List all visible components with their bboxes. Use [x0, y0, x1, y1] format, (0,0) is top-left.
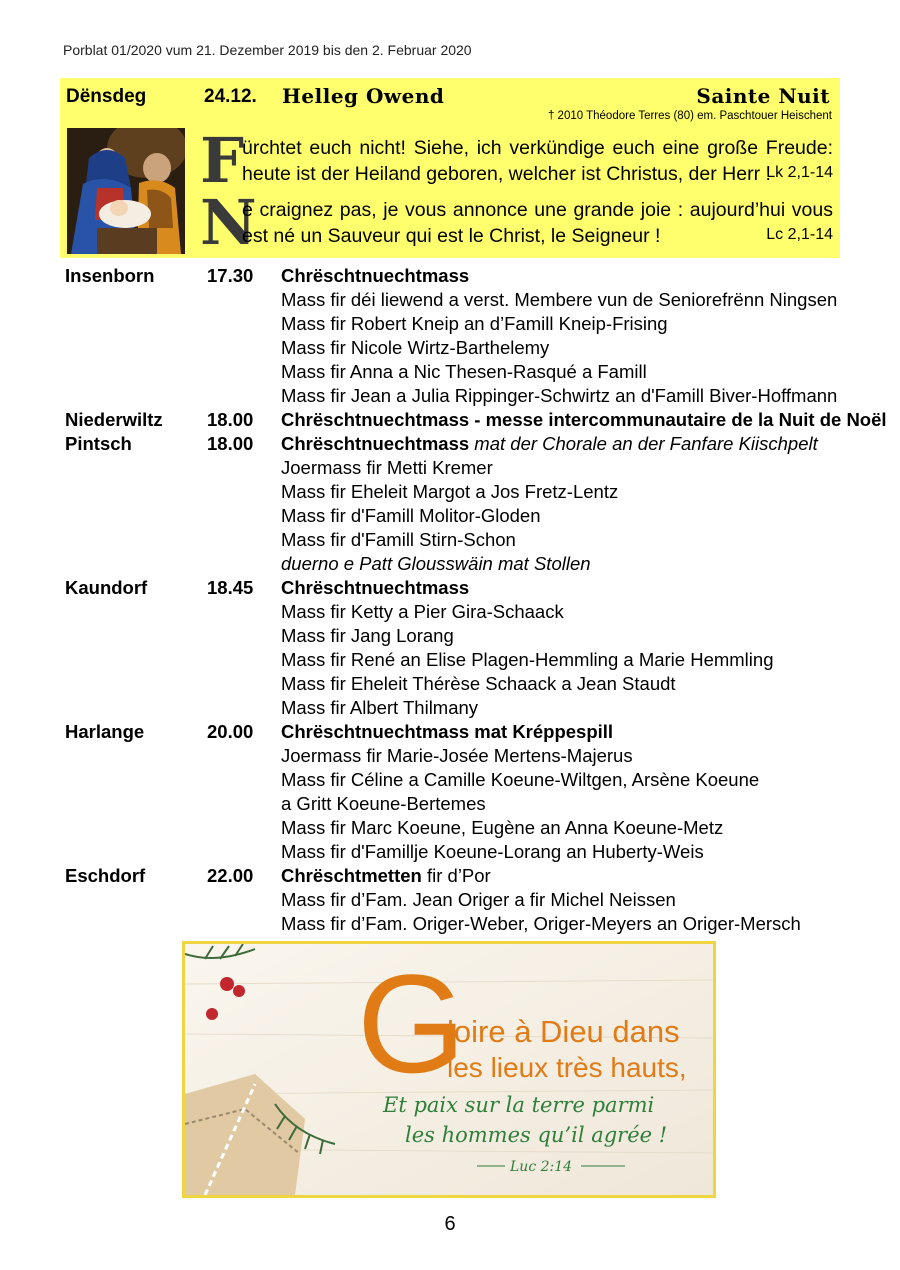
day-date: 24.12. — [204, 86, 257, 107]
schedule-entry — [281, 480, 618, 504]
schedule-row — [65, 720, 855, 744]
schedule-entry — [281, 912, 801, 936]
schedule-row — [65, 816, 855, 840]
verse-reference: Lk 2,1-14 — [766, 164, 833, 181]
schedule-row — [65, 480, 855, 504]
schedule-entry-text: Mass fir René an Elise Plagen-Hemmling a Marie Hemmling — [281, 649, 774, 670]
verse-line: heute ist der Heiland geboren, welcher ist Christus, der Herr ! — [242, 163, 771, 185]
schedule-entry-text: Mass fir Nicole Wirtz-Barthelemy — [281, 337, 550, 358]
schedule-row — [65, 384, 855, 408]
schedule-row — [65, 576, 855, 600]
schedule-entry-text: Mass fir d’Fam. Origer-Weber, Origer-Meyers an Origer-Mersch — [281, 913, 801, 934]
schedule-row — [65, 696, 855, 720]
schedule-entry — [281, 840, 704, 864]
schedule-entry-text: mat der Chorale an der Fanfare Kiischpelt — [469, 433, 818, 454]
schedule-row — [65, 528, 855, 552]
schedule-entry-text: Chrëschtmetten — [281, 865, 422, 886]
schedule-entry — [281, 384, 837, 408]
verse-german — [198, 124, 833, 197]
schedule-time: 22.00 — [207, 865, 254, 886]
schedule-row — [65, 768, 855, 792]
schedule-entry-text: Joermass fir Metti Kremer — [281, 457, 493, 478]
schedule-entry-text: Mass fir Robert Kneip an d’Famill Kneip-Frising — [281, 313, 668, 334]
schedule-row — [65, 648, 855, 672]
schedule-time: 20.00 — [207, 721, 254, 742]
day-name: Dënsdeg — [66, 86, 147, 107]
schedule-entry — [281, 504, 541, 528]
schedule-entry — [281, 408, 887, 432]
schedule-entry — [281, 288, 837, 312]
schedule-entry-text: Mass fir Ketty a Pier Gira-Schaack — [281, 601, 564, 622]
schedule-entry — [281, 816, 723, 840]
schedule-place: Harlange — [65, 721, 145, 742]
schedule-row — [65, 336, 855, 360]
mass-schedule — [65, 264, 887, 936]
running-head: Porblat 01/2020 vum 21. Dezember 2019 bis den 2. Februar 2020 — [63, 42, 472, 58]
schedule-place: Kaundorf — [65, 577, 148, 598]
banner-big-letter: G — [357, 945, 466, 1102]
schedule-entry-text: Mass fir Céline a Camille Koeune-Wiltgen, Arsène Koeune — [281, 769, 760, 790]
schedule-row — [65, 672, 855, 696]
verse-line: est né un Sauveur qui est le Christ, le Seigneur ! — [242, 225, 661, 247]
schedule-entry — [281, 312, 668, 336]
schedule-row — [65, 360, 855, 384]
schedule-entry — [281, 360, 647, 384]
schedule-row — [65, 264, 855, 288]
schedule-row — [65, 312, 855, 336]
schedule-entry-text: Mass fir d'Famill Stirn-Schon — [281, 529, 516, 550]
schedule-place: Niederwiltz — [65, 409, 163, 430]
schedule-time: 18.00 — [207, 409, 254, 430]
schedule-row — [65, 504, 855, 528]
banner-line-1: loire à Dieu dans — [447, 1014, 680, 1049]
schedule-place: Eschdorf — [65, 865, 146, 886]
schedule-entry — [281, 648, 773, 672]
schedule-place: Pintsch — [65, 433, 132, 454]
schedule-entry — [281, 672, 676, 696]
schedule-entry — [281, 264, 469, 288]
schedule-entry — [281, 456, 493, 480]
schedule-entry-text: Mass fir Jang Lorang — [281, 625, 454, 646]
banner-line-4: les hommes qu’il agrée ! — [405, 1123, 668, 1147]
schedule-row — [65, 744, 855, 768]
verse-line: ürchtet euch nicht! Siehe, ich verkündige euch eine große Freude: — [242, 137, 833, 159]
schedule-entry — [281, 528, 516, 552]
schedule-entry — [281, 720, 613, 744]
schedule-entry-text: Mass fir Marc Koeune, Eugène an Anna Koeune-Metz — [281, 817, 724, 838]
schedule-row — [65, 624, 855, 648]
day-header-box — [60, 78, 840, 258]
nativity-painting — [67, 128, 185, 254]
schedule-entry — [281, 432, 818, 456]
schedule-entry — [281, 576, 469, 600]
schedule-entry — [281, 336, 549, 360]
banner-line-3: Et paix sur la terre parmi — [383, 1093, 655, 1117]
schedule-entry — [281, 624, 454, 648]
schedule-entry-text: Mass fir d'Famill Molitor-Gloden — [281, 505, 541, 526]
schedule-entry — [281, 888, 676, 912]
schedule-entry-text: Mass fir Eheleit Thérèse Schaack a Jean Staudt — [281, 673, 676, 694]
schedule-entry-text: Mass fir déi liewend a verst. Membere vun de Seniorefrënn Ningsen — [281, 289, 838, 310]
gloria-banner — [182, 941, 716, 1198]
schedule-entry-text: Chrëschtnuechtmass — [281, 577, 470, 598]
schedule-entry-text: Mass fir Albert Thilmany — [281, 697, 479, 718]
feast-title-luxembourgish: Helleg Owend — [282, 84, 445, 108]
obituary-note: † 2010 Théodore Terres (80) em. Paschtouer Heischent — [547, 110, 832, 122]
schedule-entry-text: Chrëschtnuechtmass — [281, 433, 470, 454]
schedule-entry — [281, 744, 633, 768]
verse-line: e craignez pas, je vous annonce une grande joie : aujourd’hui vous — [242, 199, 833, 221]
banner-line-2: les lieux très hauts, — [447, 1052, 687, 1083]
schedule-place: Insenborn — [65, 265, 155, 286]
schedule-entry — [281, 600, 564, 624]
schedule-entry-text: Mass fir Jean a Julia Rippinger-Schwirtz an d'Famill Biver-Hoffmann — [281, 385, 838, 406]
schedule-entry-text: duerno e Patt Glousswäin mat Stollen — [281, 553, 591, 574]
schedule-row — [65, 864, 855, 888]
verse-drop-cap: F — [200, 124, 245, 197]
schedule-time: 17.30 — [207, 265, 254, 286]
schedule-row — [65, 456, 855, 480]
schedule-entry-text: Chrëschtnuechtmass — [281, 265, 470, 286]
schedule-entry — [281, 696, 478, 720]
schedule-entry — [281, 552, 591, 576]
schedule-row — [65, 840, 855, 864]
schedule-entry-text: Chrëschtnuechtmass - messe intercommunautaire de la Nuit de Noël — [281, 409, 887, 430]
schedule-row — [65, 408, 887, 432]
schedule-row — [65, 552, 855, 576]
schedule-row — [65, 792, 855, 816]
schedule-row — [65, 912, 855, 936]
schedule-entry-text: a Gritt Koeune-Bertemes — [281, 793, 486, 814]
verse-reference: Lc 2,1-14 — [766, 226, 833, 243]
schedule-entry-text: Mass fir Anna a Nic Thesen-Rasqué a Famill — [281, 361, 647, 382]
schedule-entry-text: Mass fir d'Famillje Koeune-Lorang an Huberty-Weis — [281, 841, 704, 862]
page-number: 6 — [444, 1213, 456, 1235]
schedule-entry-text: Chrëschtnuechtmass mat Kréppespill — [281, 721, 614, 742]
schedule-entry — [281, 864, 491, 888]
banner-reference: Luc 2:14 — [510, 1159, 573, 1175]
schedule-entry-text: Mass fir Eheleit Margot a Jos Fretz-Lentz — [281, 481, 619, 502]
schedule-row — [65, 600, 855, 624]
schedule-entry-text: Mass fir d’Fam. Jean Origer a fir Michel Neissen — [281, 889, 676, 910]
schedule-row — [65, 432, 855, 456]
schedule-entry — [281, 792, 486, 816]
schedule-time: 18.45 — [207, 577, 254, 598]
schedule-row — [65, 888, 855, 912]
verse-french — [198, 186, 833, 259]
schedule-entry-text: Joermass fir Marie-Josée Mertens-Majerus — [281, 745, 633, 766]
schedule-entry — [281, 768, 759, 792]
schedule-entry-text: fir d’Por — [421, 865, 491, 886]
schedule-row — [65, 288, 855, 312]
schedule-time: 18.00 — [207, 433, 254, 454]
verse-drop-cap: N — [200, 186, 257, 259]
feast-title-french: Sainte Nuit — [696, 84, 830, 108]
